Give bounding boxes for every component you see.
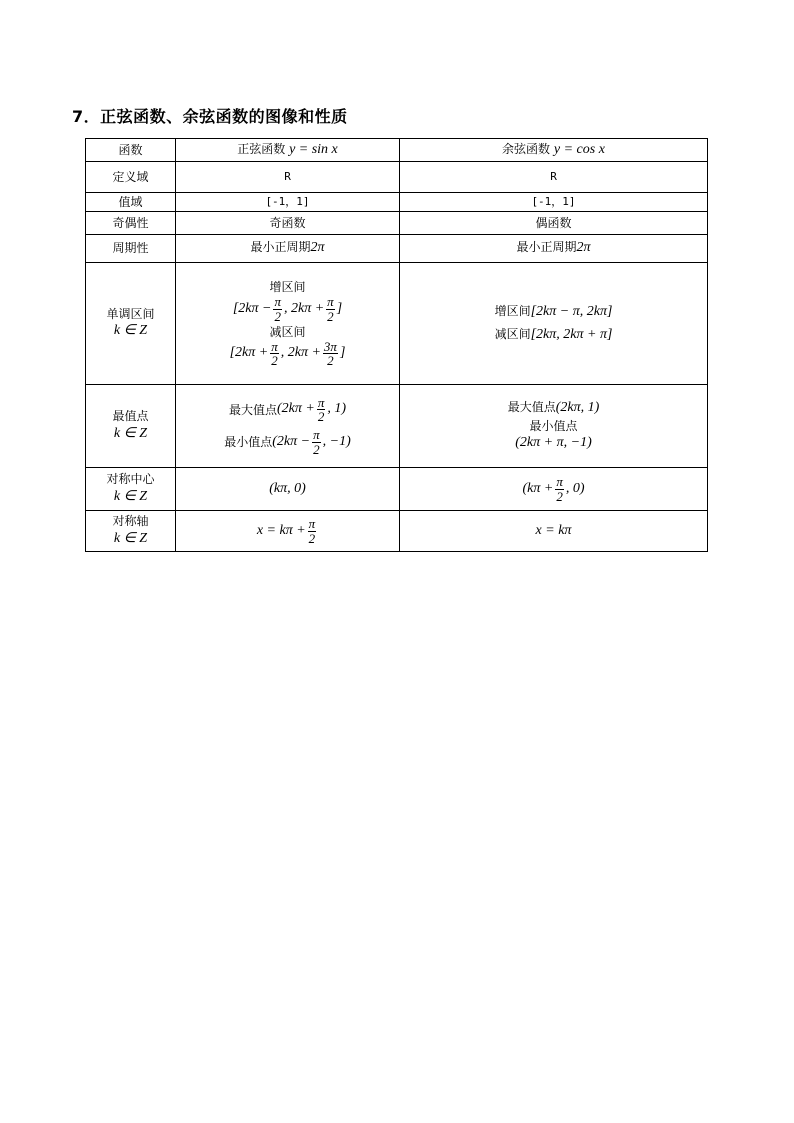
sin-max-label: 最大值点 [228,402,277,417]
expr-part: , 2kπ + [280,345,321,361]
center-condition: k ∈ Z [113,488,148,504]
fraction: $\frac{\pi}{2}$ [327,294,334,324]
cos-min-value: (2kπ + π, −1) [515,435,592,451]
cos-decreasing [402,326,705,345]
expr-part: , 2kπ + [283,300,325,316]
fraction: $\frac{\pi}{2}$ [271,338,278,369]
sin-min-point [224,428,350,456]
cos-increasing-interval: [2kπ − π, 2kπ] [530,303,613,319]
axis-sin-expr [257,517,318,545]
extremum-condition: k ∈ Z [113,425,148,441]
cos-formula: y = cos x [553,141,605,157]
period-cos-text: 最小正周期 [516,240,577,255]
period-sin-text: 最小正周期 [250,240,311,255]
monotonic-label-cell [86,263,176,385]
cos-name: 余弦函数 [502,141,551,156]
fraction: $\frac{\pi}{2}$ [317,394,325,425]
range-row [86,193,708,212]
expr-part: ] [336,300,343,316]
sin-name: 正弦函数 [237,141,286,156]
period-row [86,235,708,263]
expr-part: (2kπ − [272,433,311,449]
header-row [86,139,708,162]
period-sin [176,235,400,263]
center-sin: (kπ, 0) [176,468,400,511]
parity-sin: 奇函数 [176,212,400,235]
fraction: $\frac{\pi}{2}$ [308,515,316,546]
period-sin-value: 2π [310,240,325,256]
cos-max-value: (2kπ, 1) [555,400,600,416]
expr-part: [2kπ + [229,345,269,361]
sin-max-point [229,396,346,424]
axis-sin [176,511,400,552]
expr-part: , 0) [565,480,585,496]
parity-row [86,212,708,235]
sin-increasing-interval [233,295,342,323]
axis-condition: k ∈ Z [113,530,148,546]
expr-part: x = kπ + [256,522,306,538]
cos-min-label: 最小值点 [529,418,578,433]
center-cos-expr [522,475,584,503]
center-label-cell [86,468,176,511]
period-label: 周期性 [86,235,176,263]
symmetry-center-row [86,468,708,511]
monotonic-sin [176,263,400,385]
center-label: 对称中心 [106,472,155,487]
monotonic-cos [400,263,708,385]
period-cos [400,235,708,263]
parity-label: 奇偶性 [86,212,176,235]
domain-row [86,162,708,193]
extremum-cos [400,385,708,468]
fraction: $\frac{3\pi}{2}$ [323,338,337,369]
range-label: 值域 [86,193,176,212]
properties-table [85,138,708,552]
header-cos [400,139,708,162]
symmetry-axis-row [86,511,708,552]
extremum-sin [176,385,400,468]
monotonic-row [86,263,708,385]
cos-decreasing-label: 减区间 [494,326,531,341]
extremum-label-cell [86,385,176,468]
extremum-row [86,385,708,468]
parity-cos: 偶函数 [400,212,708,235]
range-sin: [-1，1] [176,193,400,212]
sin-min-label: 最小值点 [224,435,273,450]
expr-part: (kπ + [522,480,554,496]
section-title: 7．正弦函数、余弦函数的图像和性质 [72,107,348,126]
sin-decreasing-label: 减区间 [269,324,306,339]
extremum-label: 最值点 [112,409,149,424]
range-cos: [-1，1] [400,193,708,212]
cos-increasing [402,303,705,322]
monotonic-condition: k ∈ Z [113,323,148,339]
domain-cos: R [400,162,708,193]
axis-label: 对称轴 [112,514,149,529]
axis-label-cell [86,511,176,552]
header-sin [176,139,400,162]
cos-increasing-label: 增区间 [494,303,531,318]
fraction: $\frac{\pi}{2}$ [274,294,281,324]
cos-max-point [402,399,705,418]
sin-increasing-label: 增区间 [269,280,306,295]
center-cos [400,468,708,511]
monotonic-label: 单调区间 [106,306,155,321]
sin-decreasing-interval [230,340,346,368]
cos-max-label: 最大值点 [507,400,556,415]
domain-sin: R [176,162,400,193]
axis-cos: x = kπ [400,511,708,552]
expr-part: ] [339,345,346,361]
expr-part: (2kπ + [276,401,315,417]
expr-part: , 1) [327,401,347,417]
period-cos-value: 2π [576,240,591,256]
header-label: 函数 [86,139,176,162]
fraction: $\frac{\pi}{2}$ [313,427,320,457]
expr-part: [2kπ − [232,300,272,316]
cos-decreasing-interval: [2kπ, 2kπ + π] [530,326,613,342]
expr-part: , −1) [322,433,351,449]
sin-formula: y = sin x [289,141,338,157]
domain-label: 定义域 [86,162,176,193]
fraction: $\frac{\pi}{2}$ [556,473,563,504]
